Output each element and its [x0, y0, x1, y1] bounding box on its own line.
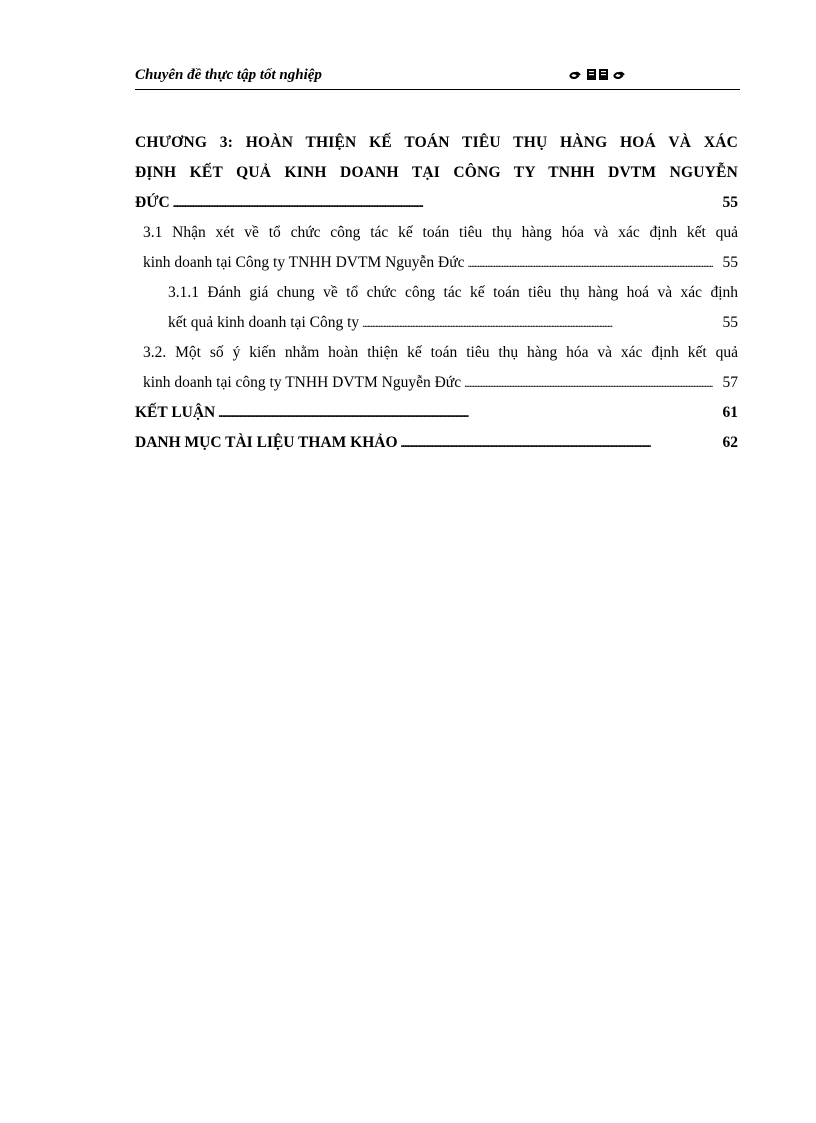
toc-conclusion — [135, 398, 738, 428]
toc-chapter-3-line-1: CHƯƠNG 3: HOÀN THIỆN KẾ TOÁN TIÊU THỤ HÀNG HOÁ VÀ XÁC — [135, 134, 738, 151]
toc-section-3-1-1-line-2 — [135, 308, 738, 338]
toc-entry-label: kết quả kinh doanh tại Công ty — [168, 314, 360, 331]
toc-page-number: 55 — [722, 314, 738, 331]
toc-page-number: 62 — [722, 434, 738, 451]
toc-entry-label: DANH MỤC TÀI LIỆU THAM KHẢO — [135, 434, 398, 451]
dot-leader — [173, 188, 713, 218]
book-ornament-icon — [568, 66, 628, 84]
header-title: Chuyên đề thực tập tốt nghiệp — [135, 67, 322, 83]
toc-references — [135, 428, 738, 458]
toc-section-3-1-1-line-1: 3.1.1 Đánh giá chung về tổ chức công tác kế toán tiêu thụ hàng hoá và xác định — [168, 284, 738, 301]
toc-entry-label: kinh doanh tại công ty TNHH DVTM Nguyễn Đức — [143, 374, 462, 391]
toc-page-number: 61 — [722, 404, 738, 421]
toc-section-3-1-line-1: 3.1 Nhận xét về tổ chức công tác kế toán tiêu thụ hàng hóa và xác định kết quả — [143, 224, 738, 241]
dot-leader — [401, 428, 713, 458]
table-of-contents — [135, 128, 738, 458]
header-rule — [135, 89, 740, 90]
page-header — [135, 66, 740, 88]
toc-page-number: 57 — [722, 374, 738, 391]
toc-section-3-2-line-1: 3.2. Một số ý kiến nhằm hoàn thiện kế toán tiêu thụ hàng hóa và xác định kết quả — [143, 344, 738, 361]
toc-chapter-3-line-2: ĐỊNH KẾT QUẢ KINH DOANH TẠI CÔNG TY TNHH DVTM NGUYỄN — [135, 164, 738, 181]
toc-chapter-3-line-3 — [135, 188, 738, 218]
toc-entry-label: ĐỨC — [135, 194, 170, 211]
toc-page-number: 55 — [722, 254, 738, 271]
toc-section-3-2-line-2 — [135, 368, 738, 398]
toc-page-number: 55 — [722, 194, 738, 211]
toc-section-3-1-line-2 — [135, 248, 738, 278]
dot-leader — [218, 398, 713, 428]
dot-leader — [464, 368, 713, 398]
toc-entry-label: kinh doanh tại Công ty TNHH DVTM Nguyễn Đức — [143, 254, 465, 271]
dot-leader — [362, 308, 713, 338]
toc-entry-label: KẾT LUẬN — [135, 404, 216, 421]
dot-leader — [468, 248, 713, 278]
